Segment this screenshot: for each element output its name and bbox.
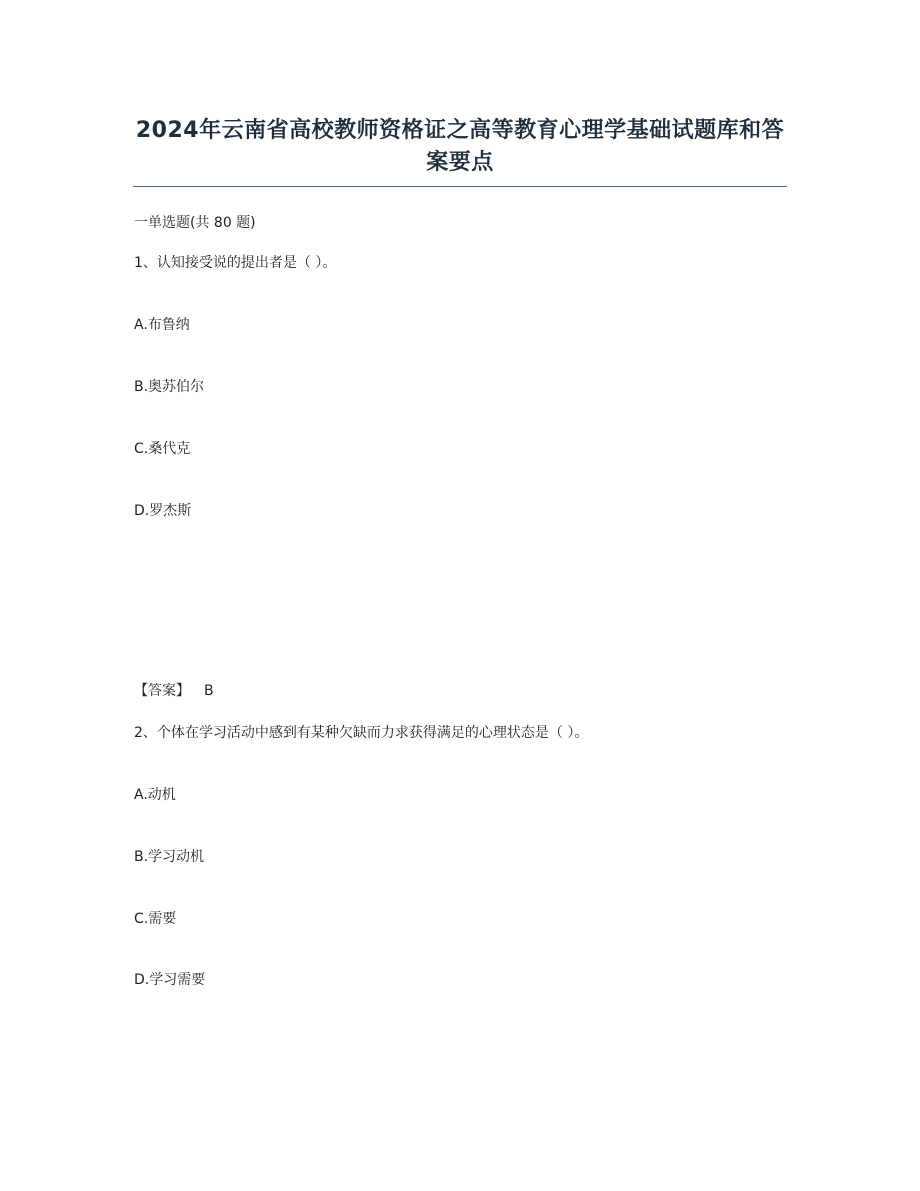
question-2-option-a: A.动机 [134,787,176,803]
answer-value: B [204,683,214,699]
question-2-option-c: C.需要 [134,911,177,927]
answer-label: 【答案】 [134,683,190,699]
question-1-option-c: C.桑代克 [134,441,191,457]
section-label: 一单选题(共 80 题) [134,215,256,231]
question-2-option-b: B.学习动机 [134,849,205,865]
question-1-option-b: B.奥苏伯尔 [134,379,205,395]
title-divider [133,186,787,187]
question-2-stem: 2、个体在学习活动中感到有某种欠缺而力求获得满足的心理状态是（ ）。 [134,725,589,741]
question-1-stem: 1、认知接受说的提出者是（ ）。 [134,255,337,271]
question-1-option-a: A.布鲁纳 [134,317,190,333]
question-1-answer [134,681,214,701]
question-1-option-d: D.罗杰斯 [134,503,192,519]
question-2-option-d: D.学习需要 [134,972,206,988]
document-title: 2024年云南省高校教师资格证之高等教育心理学基础试题库和答案要点 [135,118,785,175]
